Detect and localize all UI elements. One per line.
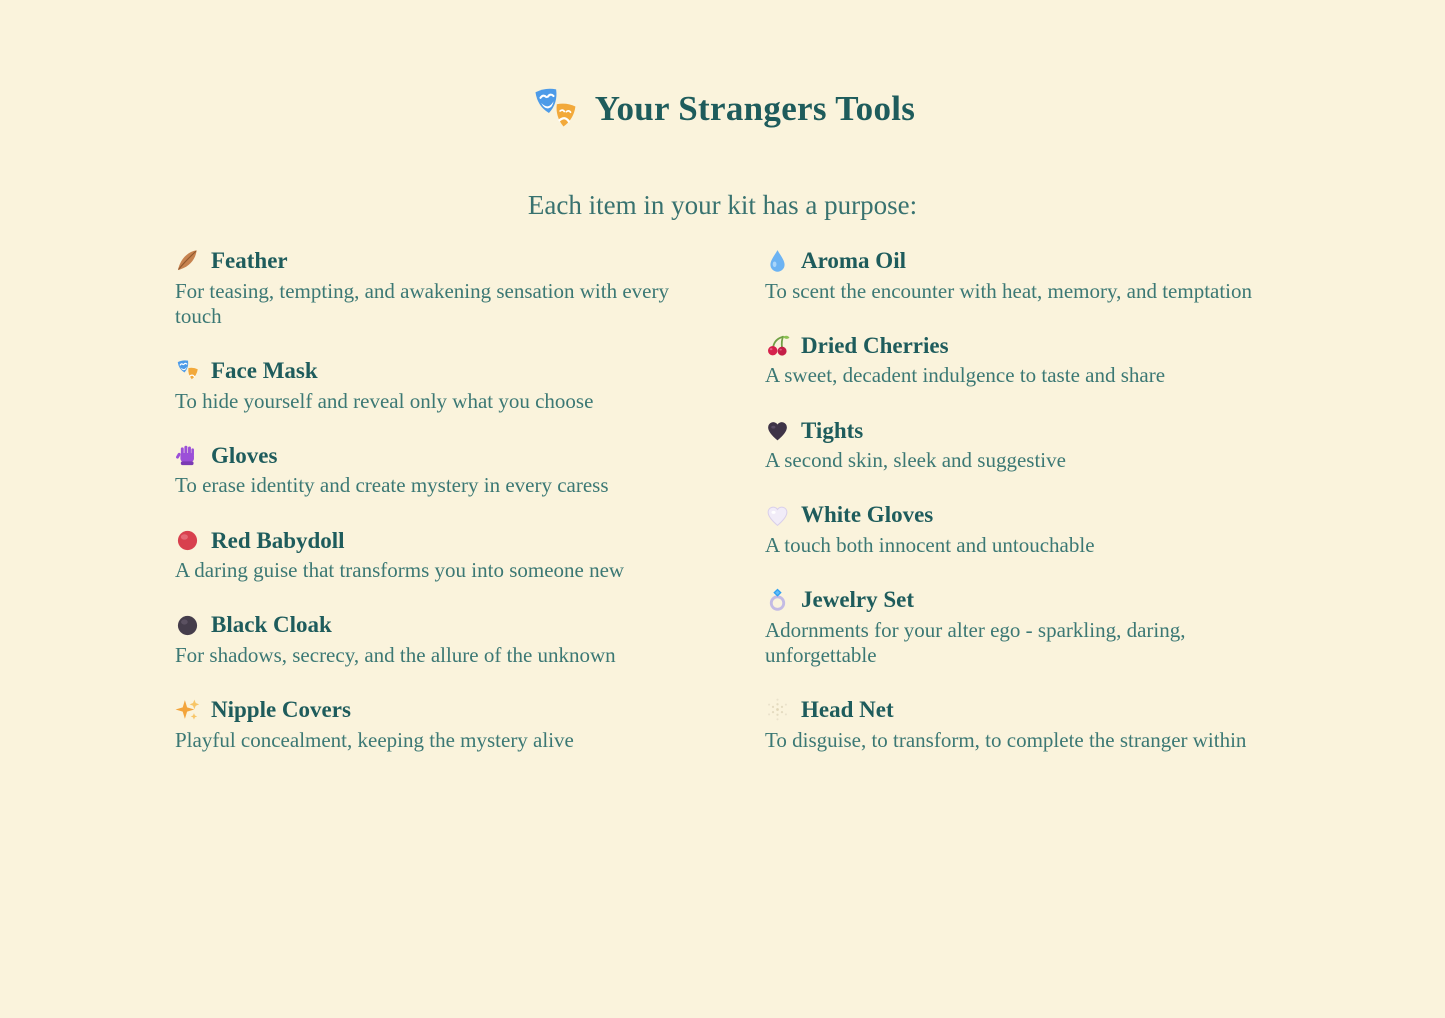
- kit-item-title-row: [175, 247, 680, 275]
- cherries-icon: [765, 333, 790, 358]
- kit-item-name: Face Mask: [211, 357, 318, 383]
- kit-item-description: Adornments for your alter ego - sparkling, daring, unforgettable: [765, 617, 1186, 667]
- purple-glove-icon: [175, 443, 200, 468]
- left-column: [175, 247, 680, 781]
- kit-item-description: For shadows, secrecy, and the allure of the unknown: [175, 642, 616, 667]
- kit-item-description: To erase identity and create mystery in every caress: [175, 473, 609, 498]
- kit-item-name: Red Babydoll: [211, 527, 345, 553]
- kit-item-title-row: [175, 527, 680, 555]
- kit-item-title-row: [765, 586, 1270, 614]
- kit-item-title-row: [765, 247, 1270, 275]
- kit-item-title-row: [765, 501, 1270, 529]
- page-header: [0, 84, 1445, 134]
- right-column: [765, 247, 1270, 781]
- sparkles-icon: [175, 697, 200, 722]
- kit-item-name: Gloves: [211, 442, 278, 468]
- kit-item-title-row: [765, 417, 1270, 445]
- kit-item-name: Dried Cherries: [801, 332, 949, 358]
- kit-item-description: To disguise, to transform, to complete the stranger within: [765, 727, 1247, 752]
- theater-masks-icon: [175, 358, 200, 383]
- kit-item-name: White Gloves: [801, 502, 934, 528]
- black-circle-icon: [175, 613, 200, 638]
- kit-item-tights: [765, 417, 1270, 474]
- red-circle-icon: [175, 528, 200, 553]
- theater-masks-icon: [530, 84, 580, 134]
- kit-item-face-mask: [175, 357, 680, 414]
- ring-icon: [765, 587, 790, 612]
- kit-item-white-gloves: [765, 501, 1270, 558]
- kit-item-name: Head Net: [801, 697, 894, 723]
- kit-grid: [175, 247, 1270, 781]
- kit-item-description: A touch both innocent and untouchable: [765, 532, 1095, 557]
- page-title: Your Strangers Tools: [594, 89, 916, 128]
- kit-item-title-row: [765, 332, 1270, 360]
- kit-item-gloves: [175, 442, 680, 499]
- kit-item-name: Nipple Covers: [211, 697, 351, 723]
- kit-item-black-cloak: [175, 611, 680, 668]
- kit-item-description: To hide yourself and reveal only what you choose: [175, 388, 594, 413]
- kit-item-name: Jewelry Set: [801, 587, 915, 613]
- kit-item-title-row: [765, 696, 1270, 724]
- kit-item-jewelry-set: [765, 586, 1270, 668]
- kit-item-red-babydoll: [175, 527, 680, 584]
- feather-icon: [175, 248, 200, 273]
- kit-item-name: Tights: [801, 417, 864, 443]
- kit-item-description: Playful concealment, keeping the mystery alive: [175, 727, 574, 752]
- kit-item-title-row: [175, 696, 680, 724]
- kit-item-nipple-covers: [175, 696, 680, 753]
- kit-item-title-row: [175, 357, 680, 385]
- kit-item-title-row: [175, 442, 680, 470]
- kit-item-description: To scent the encounter with heat, memory, and temptation: [765, 278, 1253, 303]
- kit-item-description: A second skin, sleek and suggestive: [765, 448, 1066, 473]
- kit-item-description: For teasing, tempting, and awakening sensation with every touch: [175, 278, 669, 328]
- droplet-icon: [765, 248, 790, 273]
- kit-item-name: Black Cloak: [211, 612, 332, 638]
- dotted-net-icon: [765, 697, 790, 722]
- kit-item-head-net: [765, 696, 1270, 753]
- white-heart-icon: [765, 503, 790, 528]
- kit-item-description: A sweet, decadent indulgence to taste and share: [765, 363, 1166, 388]
- kit-item-title-row: [175, 611, 680, 639]
- kit-item-aroma-oil: [765, 247, 1270, 304]
- kit-item-name: Aroma Oil: [801, 248, 906, 273]
- black-heart-icon: [765, 418, 790, 443]
- kit-item-name: Feather: [211, 248, 288, 273]
- kit-item-dried-cherries: [765, 332, 1270, 389]
- intro-text: Each item in your kit has a purpose:: [527, 190, 918, 220]
- kit-item-feather: [175, 247, 680, 329]
- kit-item-description: A daring guise that transforms you into someone new: [175, 558, 625, 583]
